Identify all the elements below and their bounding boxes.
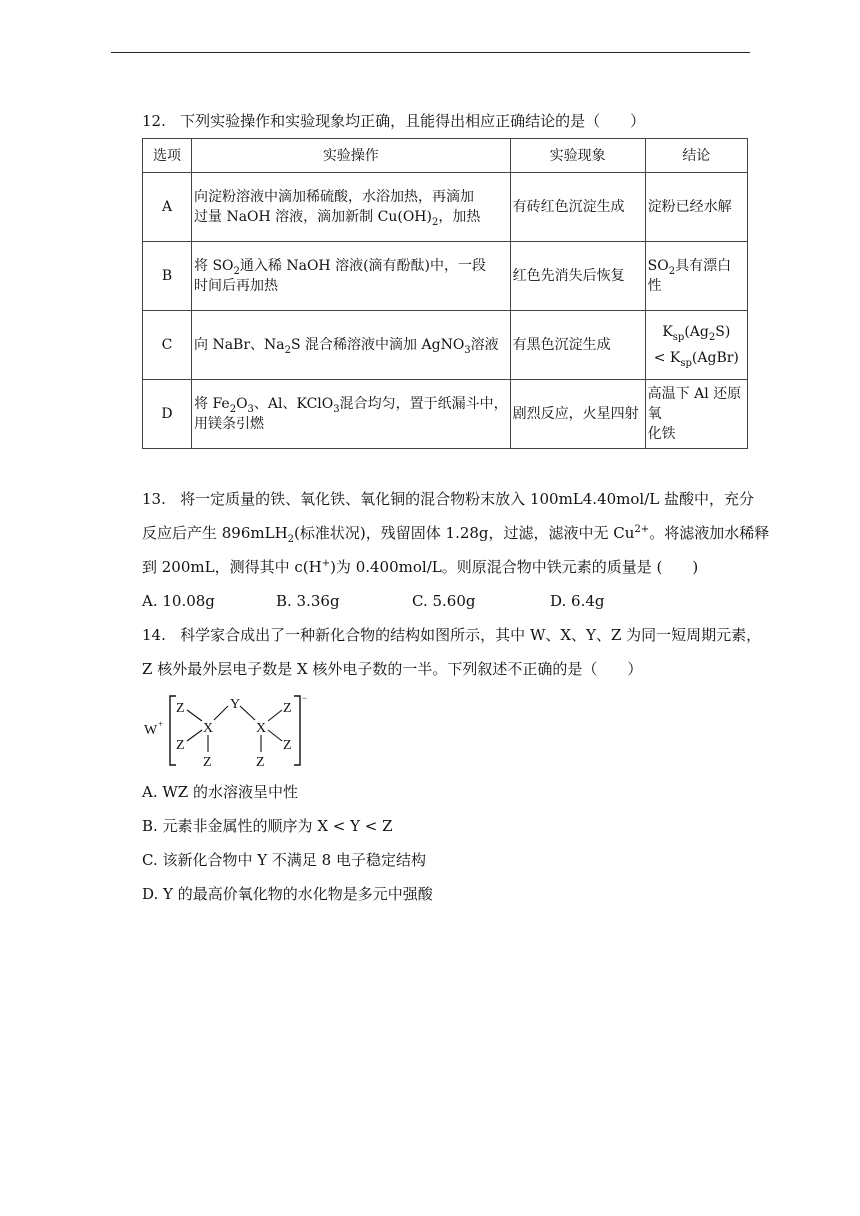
question-14-line-1 bbox=[142, 625, 761, 645]
atom-z: Z bbox=[203, 755, 212, 770]
bond bbox=[268, 730, 282, 741]
structure-diagram bbox=[142, 690, 312, 770]
text: S) bbox=[715, 324, 731, 340]
text: K bbox=[662, 324, 673, 340]
row-phenomenon: 有砖红色沉淀生成 bbox=[510, 173, 645, 242]
text: 具有漂白性 bbox=[647, 258, 732, 294]
text: S 混合稀溶液中滴加 AgNO bbox=[291, 337, 465, 353]
subscript: 2 bbox=[668, 265, 676, 277]
subscript: 2 bbox=[284, 344, 291, 356]
text: (标准状况)，残留固体 1.28g，过滤，滤液中无 Cu bbox=[294, 524, 635, 542]
atom-x: X bbox=[203, 721, 214, 736]
text-line bbox=[194, 207, 508, 227]
header-option: 选项 bbox=[143, 139, 192, 173]
atom-x: X bbox=[256, 721, 267, 736]
header-phenomenon: 实验现象 bbox=[510, 139, 645, 173]
question-number: 13. bbox=[142, 490, 166, 508]
text: 向 NaBr、Na bbox=[194, 337, 285, 353]
row-phenomenon: 有黑色沉淀生成 bbox=[510, 311, 645, 380]
header-rule bbox=[111, 52, 750, 53]
table-header-row bbox=[143, 139, 748, 173]
option-b[interactable]: B. 元素非金属性的顺序为 X < Y < Z bbox=[142, 817, 393, 835]
row-operation bbox=[192, 380, 511, 449]
anion-charge: − bbox=[302, 693, 308, 703]
option-d[interactable]: D. 6.4g bbox=[550, 592, 605, 610]
bond bbox=[214, 706, 228, 720]
text-line bbox=[648, 348, 745, 368]
row-phenomenon: 红色先消失后恢复 bbox=[510, 242, 645, 311]
table-row bbox=[143, 173, 748, 242]
subscript: 2 bbox=[233, 265, 240, 277]
subscript: 2 bbox=[287, 534, 295, 545]
cation-charge: + bbox=[158, 719, 164, 729]
subscript: 3 bbox=[464, 344, 471, 356]
text-line: 向淀粉溶液中滴加稀硫酸，水浴加热，再滴加 bbox=[194, 189, 474, 205]
text: 科学家合成出了一种新化合物的结构如图所示，其中 W、X、Y、Z 为同一短周期元素， bbox=[180, 626, 762, 644]
subscript: 3 bbox=[333, 403, 340, 415]
question-13-line-2 bbox=[142, 523, 769, 543]
bonds bbox=[187, 706, 282, 752]
bond bbox=[187, 710, 202, 721]
atom-y: Y bbox=[230, 697, 241, 712]
text-line: 化铁 bbox=[647, 426, 676, 442]
text: ，加热 bbox=[438, 209, 481, 225]
subscript: 3 bbox=[247, 403, 254, 415]
text: 通入稀 NaOH 溶液(滴有酚酞)中，一段 bbox=[239, 258, 487, 274]
table-row bbox=[143, 242, 748, 311]
text: (Ag bbox=[684, 324, 709, 340]
question-number: 12. bbox=[142, 112, 166, 130]
subscript: 2 bbox=[708, 331, 716, 343]
option-a[interactable]: A. 10.08g bbox=[142, 592, 215, 610]
text-line: 时间后再加热 bbox=[194, 278, 278, 294]
superscript: 2+ bbox=[634, 524, 650, 535]
row-conclusion bbox=[645, 311, 747, 380]
subscript: sp bbox=[680, 357, 692, 369]
right-bracket bbox=[294, 696, 300, 765]
row-operation bbox=[192, 242, 511, 311]
header-operation: 实验操作 bbox=[192, 139, 511, 173]
option-a[interactable]: A. WZ 的水溶液呈中性 bbox=[142, 783, 298, 801]
text: 将 Fe bbox=[194, 396, 230, 412]
text: 过量 NaOH 溶液，滴加新制 Cu(OH) bbox=[194, 209, 432, 225]
atom-z: Z bbox=[256, 755, 265, 770]
row-conclusion: 淀粉已经水解 bbox=[645, 173, 747, 242]
text: )为 0.400mol/L。则原混合物中铁元素的质量是 ( ) bbox=[330, 558, 699, 576]
question-12-stem bbox=[142, 111, 645, 131]
question-13-line-1 bbox=[142, 489, 754, 509]
option-b[interactable]: B. 3.36g bbox=[276, 592, 340, 610]
text: 将 SO bbox=[194, 258, 234, 274]
atom-z: Z bbox=[176, 701, 185, 716]
text: 、Al、KClO bbox=[253, 396, 334, 412]
experiment-table bbox=[142, 138, 748, 449]
question-text: 下列实验操作和实验现象均正确，且能得出相应正确结论的是（ ） bbox=[180, 112, 646, 130]
row-conclusion bbox=[645, 380, 747, 449]
text: 溶液 bbox=[470, 337, 499, 353]
bond bbox=[268, 710, 282, 721]
atom-z: Z bbox=[176, 738, 185, 753]
table-row bbox=[143, 380, 748, 449]
cation-symbol: W bbox=[144, 723, 158, 738]
option-d[interactable]: D. Y 的最高价氧化物的水化物是多元中强酸 bbox=[142, 885, 433, 903]
option-c[interactable]: C. 5.60g bbox=[412, 592, 476, 610]
subscript: 2 bbox=[229, 403, 237, 415]
atom-z: Z bbox=[283, 701, 292, 716]
question-13-line-3 bbox=[142, 557, 698, 577]
text: 将一定质量的铁、氧化铁、氧化铜的混合物粉末放入 100mL4.40mol/L 盐酸中，充分 bbox=[180, 490, 754, 508]
text: < K bbox=[653, 350, 681, 366]
row-conclusion bbox=[645, 242, 747, 311]
text: (AgBr) bbox=[691, 350, 739, 366]
superscript: + bbox=[321, 558, 331, 569]
text-line bbox=[194, 256, 508, 276]
bond bbox=[187, 730, 202, 741]
row-phenomenon: 剧烈反应，火星四射 bbox=[510, 380, 645, 449]
text-line: 高温下 Al 还原氧 bbox=[647, 386, 742, 422]
question-number: 14. bbox=[142, 626, 166, 644]
table-row bbox=[143, 311, 748, 380]
text: 反应后产生 896mLH bbox=[142, 524, 288, 542]
text: 。将滤液加水稀释 bbox=[649, 524, 770, 542]
text: Z 核外最外层电子数是 X 核外电子数的一半。下列叙述不正确的是（ ） bbox=[142, 660, 643, 678]
subscript: sp bbox=[672, 331, 685, 343]
text-line bbox=[648, 322, 745, 342]
row-option: D bbox=[143, 380, 192, 449]
text: SO bbox=[647, 258, 669, 274]
row-option: B bbox=[143, 242, 192, 311]
text: 到 200mL，测得其中 c(H bbox=[142, 558, 322, 576]
option-c[interactable]: C. 该新化合物中 Y 不满足 8 电子稳定结构 bbox=[142, 851, 426, 869]
row-option: C bbox=[143, 311, 192, 380]
bond bbox=[240, 706, 255, 720]
header-conclusion: 结论 bbox=[645, 139, 747, 173]
text-line: 用镁条引燃 bbox=[194, 416, 264, 432]
row-operation bbox=[192, 173, 511, 242]
text: O bbox=[236, 396, 248, 412]
text-line bbox=[194, 394, 508, 414]
question-14-line-2 bbox=[142, 659, 642, 679]
subscript: 2 bbox=[431, 216, 439, 228]
row-operation bbox=[192, 311, 511, 380]
atom-z: Z bbox=[283, 738, 292, 753]
text: 混合均匀，置于纸漏斗中， bbox=[339, 396, 508, 412]
row-option: A bbox=[143, 173, 192, 242]
